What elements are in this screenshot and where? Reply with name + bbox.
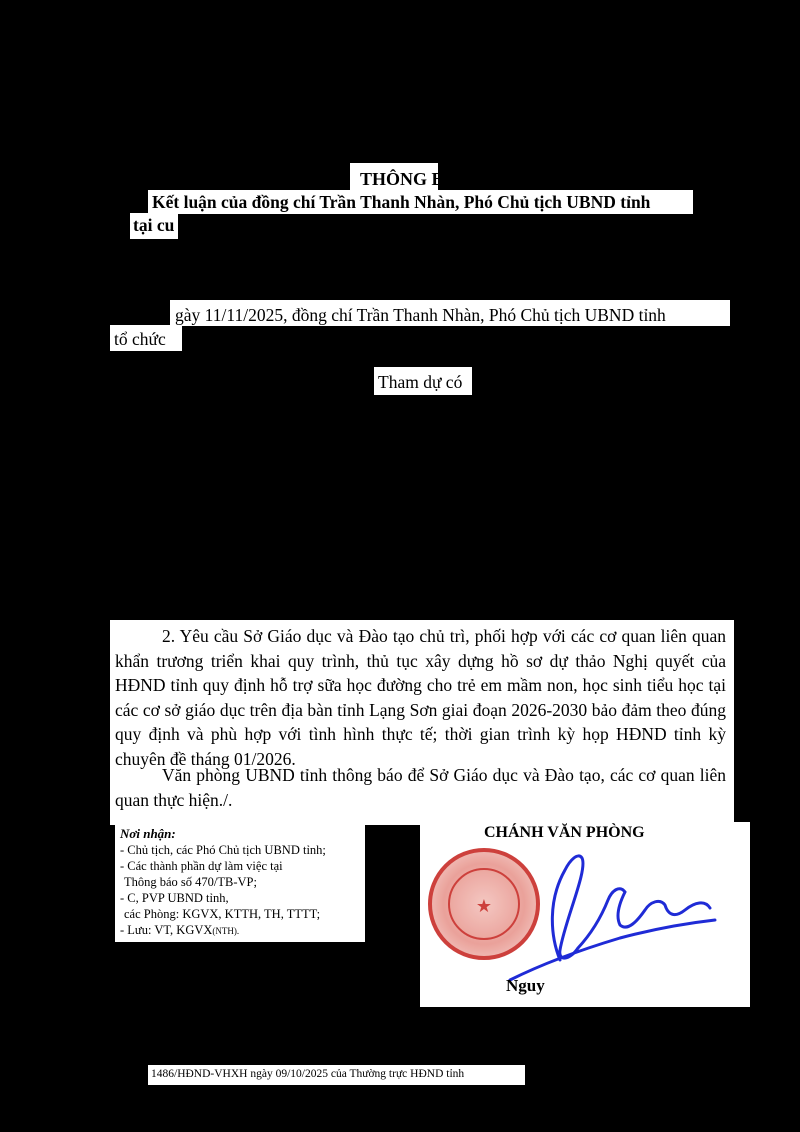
- intro-line1: gày 11/11/2025, đồng chí Trần Thanh Nhàn, Phó Chủ tịch UBND tỉnh: [175, 305, 666, 325]
- recipient-item: Thông báo số 470/TB-VP;: [124, 875, 257, 889]
- recipient-item: - C, PVP UBND tỉnh,: [120, 891, 229, 905]
- signer-position: CHÁNH VĂN PHÒNG: [484, 824, 645, 841]
- recipient-item: các Phòng: KGVX, KTTH, TH, TTTT;: [124, 907, 321, 921]
- footnote-text: 1486/HĐND-VHXH ngày 09/10/2025 của Thường trực HĐND tỉnh: [151, 1068, 465, 1080]
- signature-scribble-icon: [470, 840, 730, 990]
- recipient-item-suffix: (NTH).: [212, 926, 240, 936]
- attendees-label: Tham dự có: [378, 372, 463, 392]
- intro-line2: tổ chức: [114, 329, 166, 349]
- recipient-item-last: [120, 923, 239, 940]
- document-subtitle-line1: Kết luận của đồng chí Trần Thanh Nhàn, Phó Chủ tịch UBND tỉnh: [152, 192, 651, 212]
- recipients-heading: Nơi nhận:: [120, 826, 176, 841]
- recipient-item-text: - Lưu: VT, KGVX: [120, 923, 213, 937]
- recipient-item: - Các thành phần dự làm việc tại: [120, 859, 283, 873]
- recipient-item: - Chủ tịch, các Phó Chủ tịch UBND tỉnh;: [120, 843, 326, 857]
- signer-name: Nguy: [506, 976, 545, 995]
- document-subtitle-line2: tại cu: [133, 215, 175, 235]
- seal-star-icon: ★: [475, 896, 493, 916]
- closing-paragraph: Văn phòng UBND tỉnh thông báo để Sở Giáo dục và Đào tạo, các cơ quan liên quan thực hiện./.: [115, 765, 726, 810]
- document-title: THÔNG BÁO: [360, 169, 471, 189]
- section-2-paragraph: 2. Yêu cầu Sở Giáo dục và Đào tạo chủ trì, phối hợp với các cơ quan liên quan khẩn trương triển khai quy trình, thủ tục xây dựng hồ sơ dự thảo Nghị quyết của HĐND tỉnh quy định hỗ trợ sữa học đường cho trẻ em mầm non, học sinh tiểu học tại các cơ sở giáo dục trên địa bàn tỉnh Lạng Sơn giai đoạn 2026-2030 bảo đảm theo đúng quy định và phù hợp với tình hình thực tế; thời gian trình kỳ họp HĐND tỉnh kỳ chuyên đề tháng 01/2026.: [115, 626, 726, 769]
